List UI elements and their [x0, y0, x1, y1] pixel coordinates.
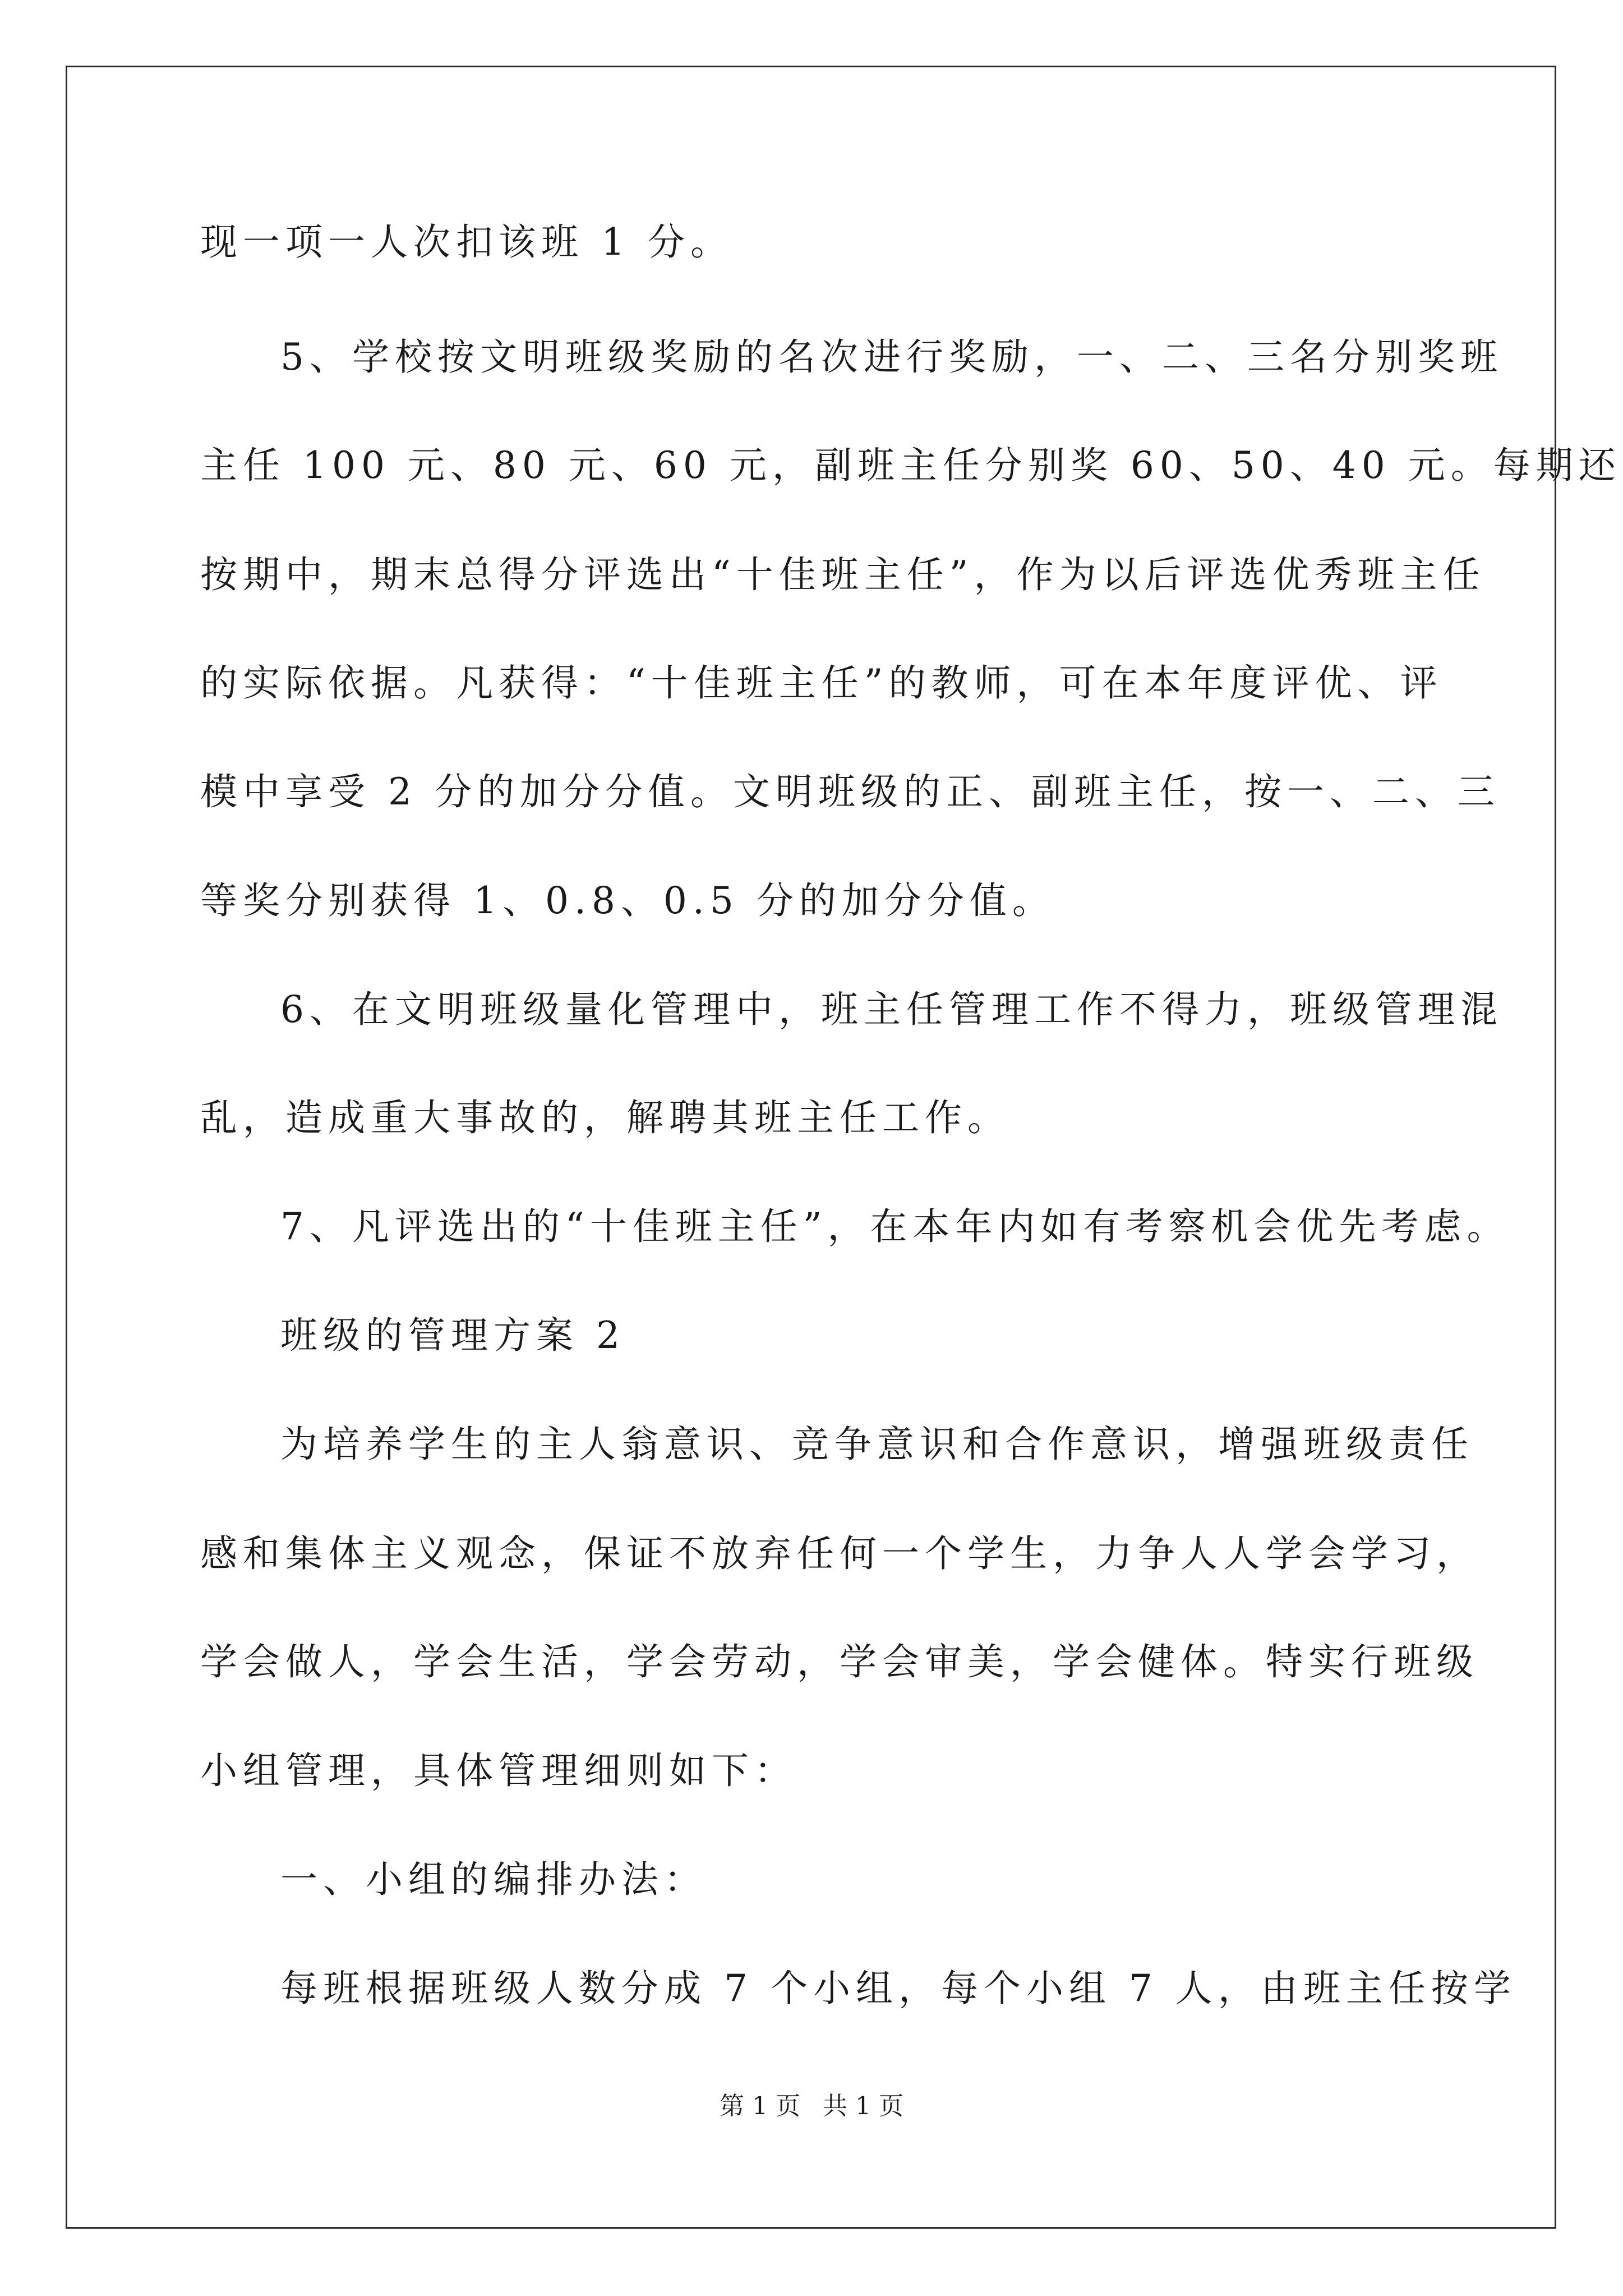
text-line: 为培养学生的主人翁意识、竞争意识和合作意识，增强班级责任 [280, 1423, 1474, 1466]
text-line: 感和集体主义观念，保证不放弃任何一个学生，力争人人学会学习， [200, 1532, 1479, 1575]
page-footer [0, 2091, 1623, 2122]
section-heading: 班级的管理方案 2 [280, 1314, 625, 1357]
text-line: 7、凡评选出的“十佳班主任”，在本年内如有考察机会优先考虑。 [280, 1205, 1510, 1248]
text-line: 现一项一人次扣该班 1 分。 [200, 220, 733, 264]
subsection-heading: 一、小组的编排办法： [280, 1858, 707, 1901]
text-line: 5、学校按文明班级奖励的名次进行奖励，一、二、三名分别奖班 [280, 335, 1503, 379]
text-line: 6、在文明班级量化管理中，班主任管理工作不得力，班级管理混 [280, 988, 1503, 1031]
text-line: 主任 100 元、80 元、60 元，副班主任分别奖 60、50、40 元。每期还 [200, 444, 1621, 487]
text-line: 学会做人，学会生活，学会劳动，学会审美，学会健体。特实行班级 [200, 1640, 1479, 1683]
text-line: 每班根据班级人数分成 7 个小组，每个小组 7 人，由班主任按学 [280, 1967, 1516, 2010]
text-line: 的实际依据。凡获得：“十佳班主任”的教师，可在本年度评优、评 [200, 661, 1443, 705]
text-line: 模中享受 2 分的加分分值。文明班级的正、副班主任，按一、二、三 [200, 770, 1500, 813]
text-line: 乱，造成重大事故的，解聘其班主任工作。 [200, 1096, 1010, 1139]
page-border [66, 66, 1556, 2229]
page-number: 第 1 页 [720, 2092, 800, 2120]
text-line: 等奖分别获得 1、0.8、0.5 分的加分分值。 [200, 879, 1055, 922]
page-total: 共 1 页 [823, 2092, 903, 2120]
text-line: 小组管理，具体管理细则如下： [200, 1749, 797, 1792]
text-line: 按期中，期末总得分评选出“十佳班主任”，作为以后评选优秀班主任 [200, 553, 1486, 596]
